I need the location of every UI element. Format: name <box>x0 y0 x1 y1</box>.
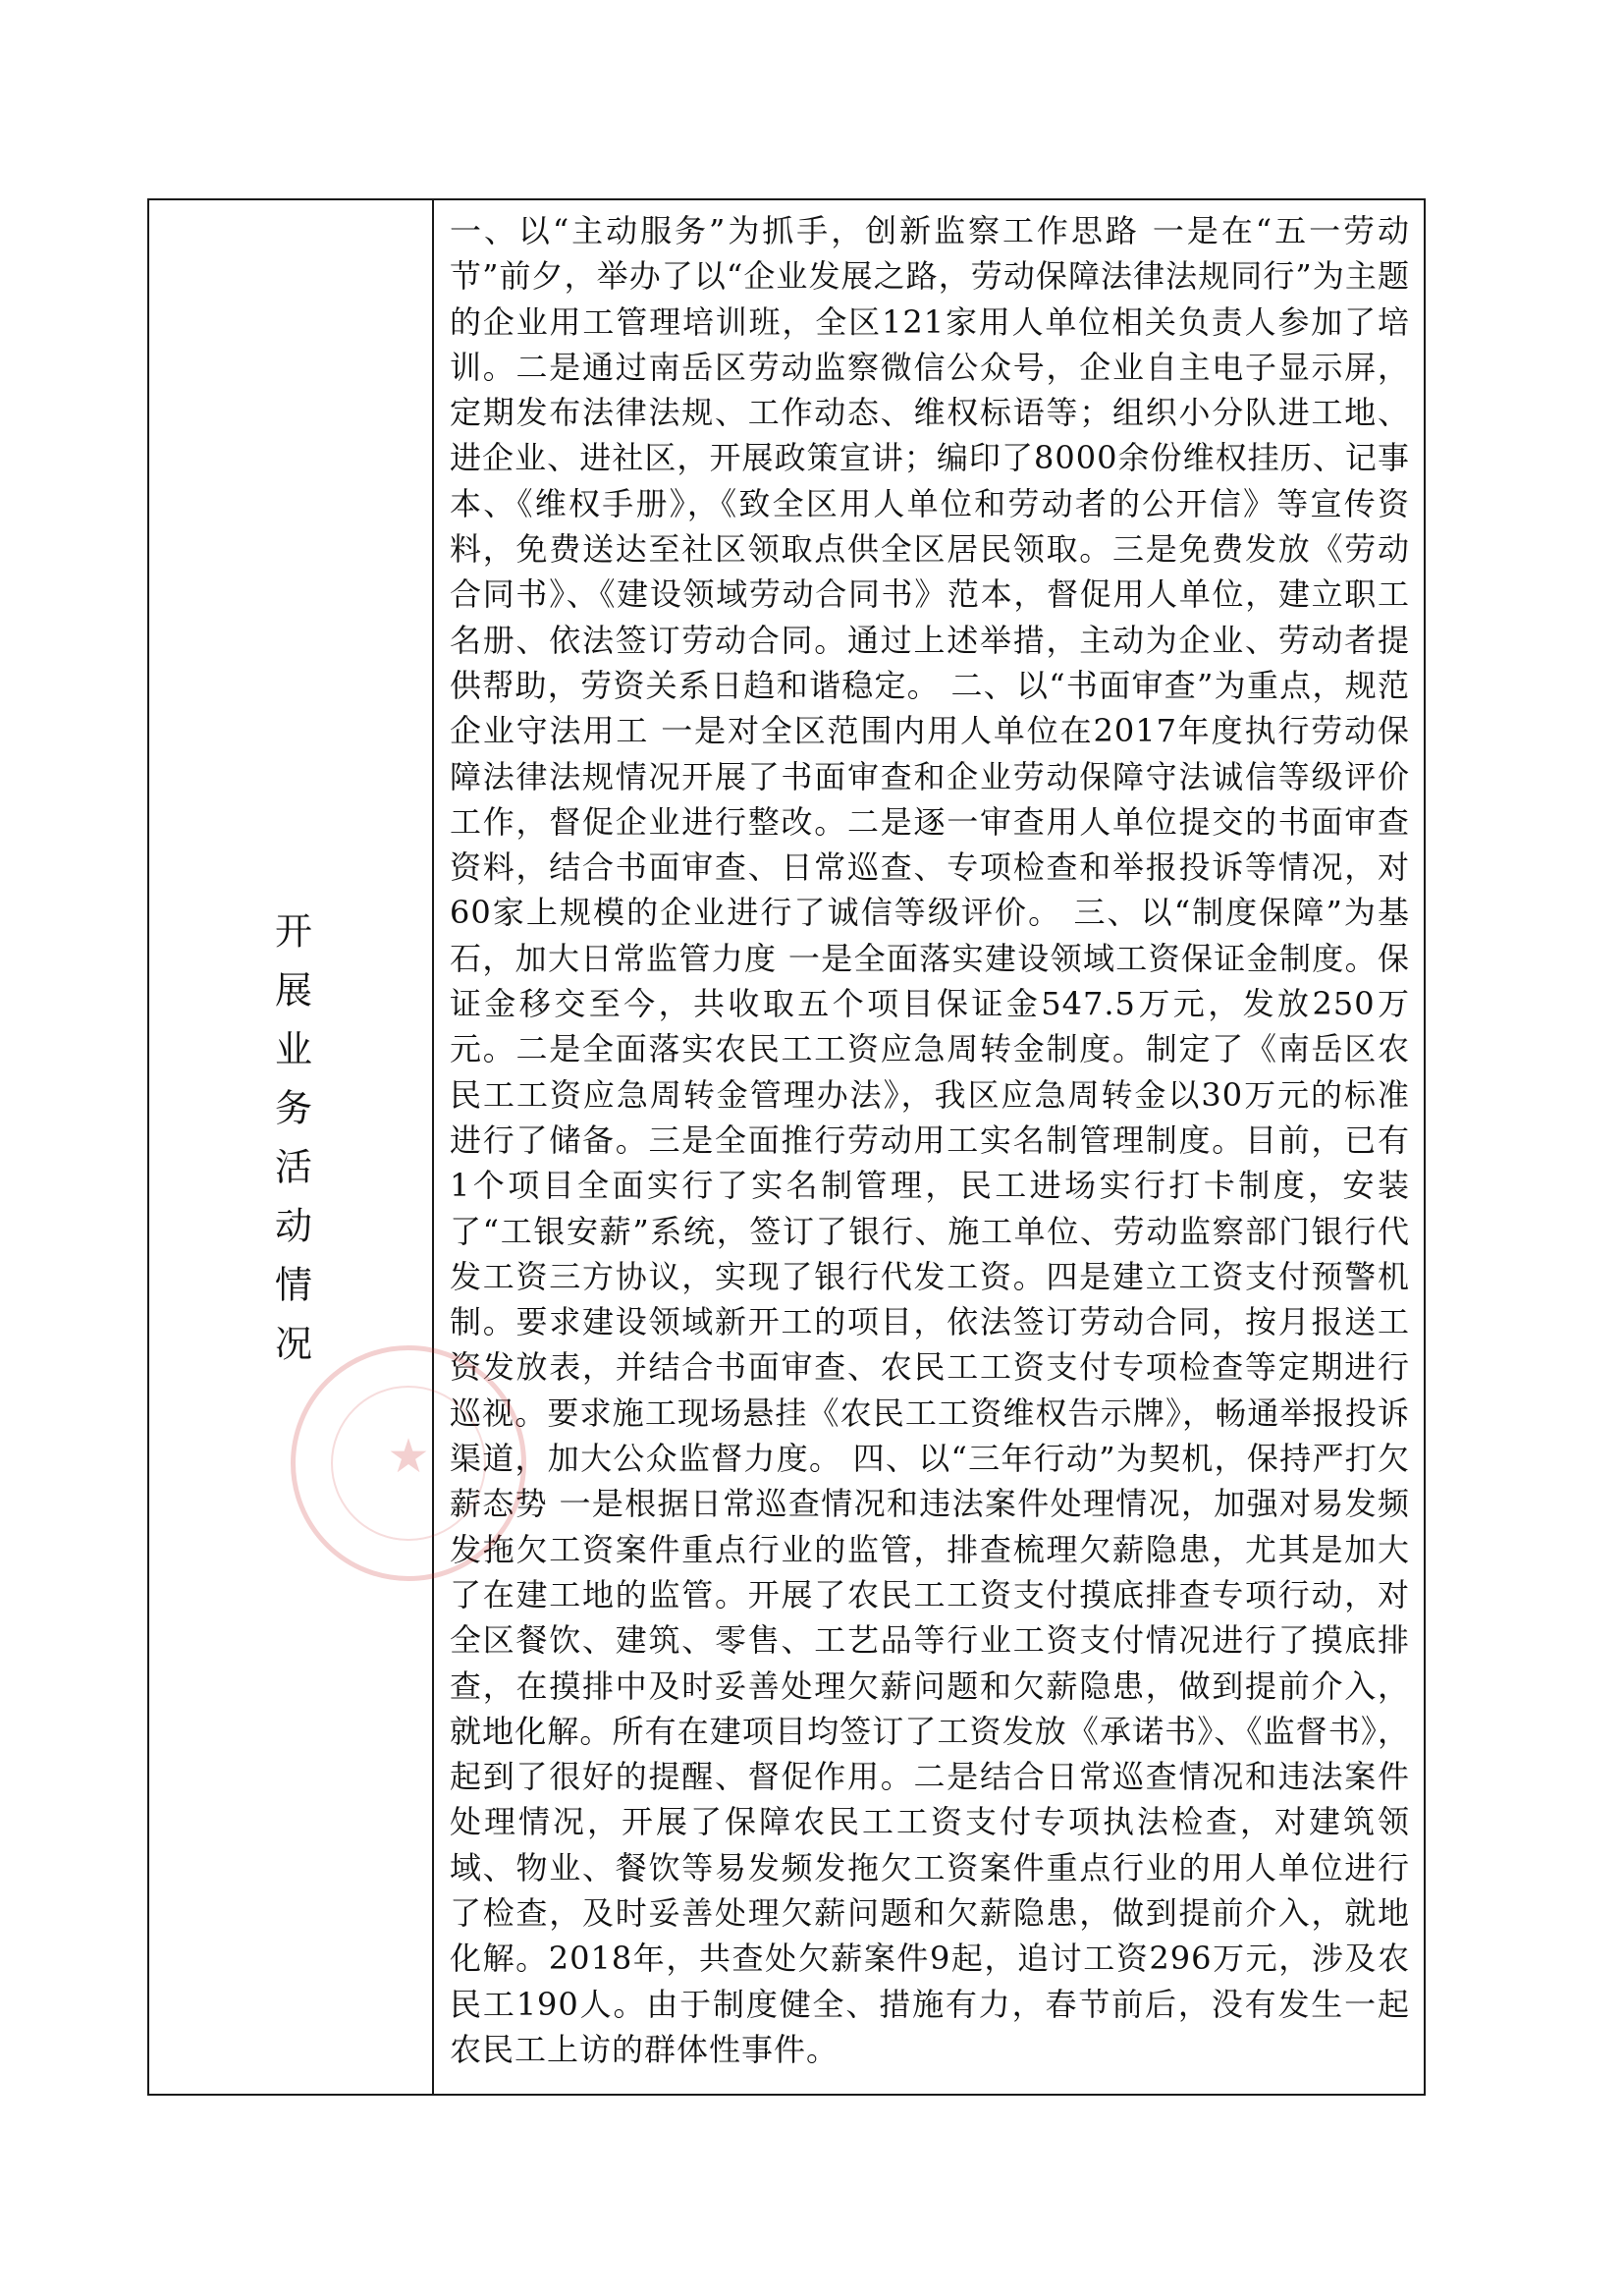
activity-table <box>147 198 1426 2096</box>
activity-description: 一、以“主动服务”为抓手，创新监察工作思路 一是在“五一劳动节”前夕，举办了以“企业发展之路，劳动保障法律法规同行”为主题的企业用工管理培训班，全区121家用人单位相关负责人参加了培训。二是通过南岳区劳动监察微信公众号，企业自主电子显示屏，定期发布法律法规、工作动态、维权标语等；组织小分队进工地、进企业、进社区，开展政策宣讲；编印了8000余份维权挂历、记事本、《维权手册》，《致全区用人单位和劳动者的公开信》等宣传资料，免费送达至社区领取点供全区居民领取。三是免费发放《劳动合同书》、《建设领域劳动合同书》范本，督促用人单位，建立职工名册、依法签订劳动合同。通过上述举措，主动为企业、劳动者提供帮助，劳资关系日趋和谐稳定。 二、以“书面审查”为重点，规范企业守法用工 一是对全区范围内用人单位在2017年度执行劳动保障法律法规情况开展了书面审查和企业劳动保障守法诚信等级评价工作，督促企业进行整改。二是逐一审查用人单位提交的书面审查资料，结合书面审查、日常巡查、专项检查和举报投诉等情况，对60家上规模的企业进行了诚信等级评价。 三、以“制度保障”为基石，加大日常监管力度 一是全面落实建设领域工资保证金制度。保证金移交至今，共收取五个项目保证金547.5万元，发放250万元。二是全面落实农民工工资应急周转金制度。制定了《南岳区农民工工资应急周转金管理办法》，我区应急周转金以30万元的标准进行了储备。三是全面推行劳动用工实名制管理制度。目前，已有1个项目全面实行了实名制管理，民工进场实行打卡制度，安装了“工银安薪”系统，签订了银行、施工单位、劳动监察部门银行代发工资三方协议，实现了银行代发工资。四是建立工资支付预警机制。要求建设领域新开工的项目，依法签订劳动合同，按月报送工资发放表，并结合书面审查、农民工工资支付专项检查等定期进行巡视。要求施工现场悬挂《农民工工资维权告示牌》，畅通举报投诉渠道，加大公众监督力度。 四、以“三年行动”为契机，保持严打欠薪态势 一是根据日常巡查情况和违法案件处理情况，加强对易发频发拖欠工资案件重点行业的监管，排查梳理欠薪隐患，尤其是加大了在建工地的监管。开展了农民工工资支付摸底排查专项行动，对全区餐饮、建筑、零售、工艺品等行业工资支付情况进行了摸底排查，在摸排中及时妥善处理欠薪问题和欠薪隐患，做到提前介入，就地化解。所有在建项目均签订了工资发放《承诺书》、《监督书》，起到了很好的提醒、督促作用。二是结合日常巡查情况和违法案件处理情况，开展了保障农民工工资支付专项执法检查，对建筑领域、物业、餐饮等易发频发拖欠工资案件重点行业的用人单位进行了检查，及时妥善处理欠薪问题和欠薪隐患，做到提前介入，就地化解。2018年，共查处欠薪案件9起，追讨工资296万元，涉及农民工190人。由于制度健全、措施有力，春节前后，没有发生一起农民工上访的群体性事件。 <box>450 212 1410 2068</box>
row-label: 开展业务活动情况 <box>268 911 312 1383</box>
seal-star-icon: ★ <box>387 1429 430 1484</box>
label-cell <box>149 200 434 2094</box>
content-cell <box>434 200 1424 2094</box>
